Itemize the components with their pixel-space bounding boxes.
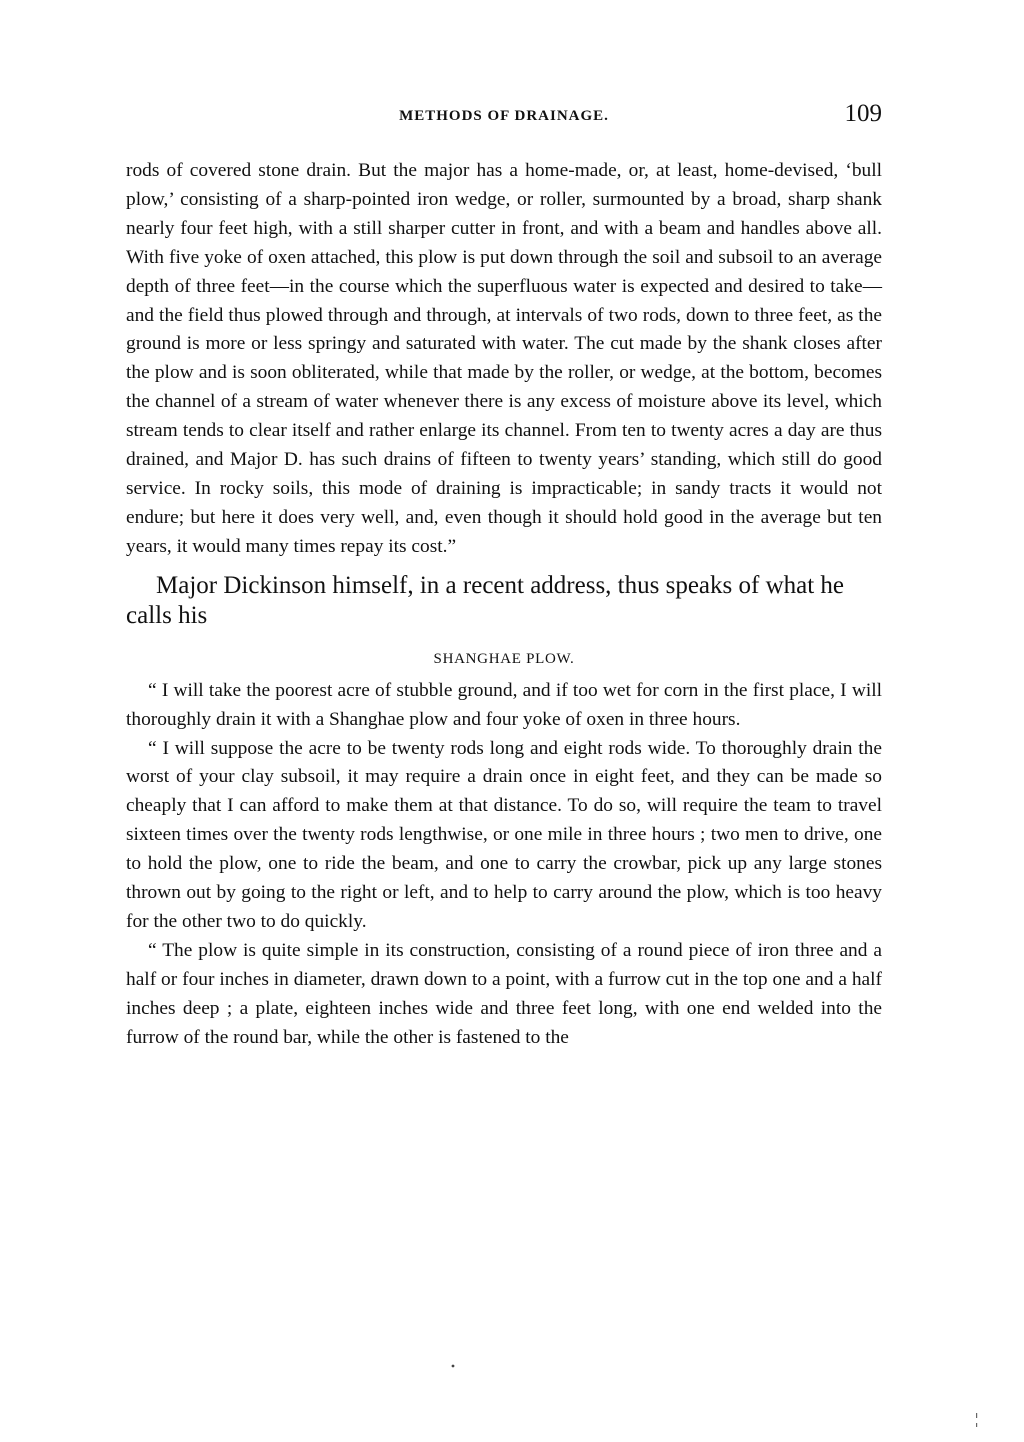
body-paragraph: “ I will suppose the acre to be twenty rods long and eight rods wide. To thoroughly drain the worst of your clay subsoil, it may require a drain once in eight feet, and they can be made so cheaply that I can afford to make them at that distance. To do so, will require the team to travel sixteen times over the twenty rods lengthwise, or one mile in three hours ; two men to drive, one to hold the plow, one to ride the beam, and one to carry the crowbar, pick up any large stones thrown out by going to the right or left, and to help to carry around the plow, which is too heavy for the other two to do quickly.	[126, 737, 882, 932]
quote-continuation-paragraph: rods of covered stone drain. But the major has a home-made, or, at least, home-devised, ‘bull plow,’ consisting of a sharp-pointed iron wedge, or roller, surmounted by a broad, sharp shank nearly four feet high, with a still sharper cutter in front, and with a beam and handles above all. With five yoke of oxen attached, this plow is put down through the soil and subsoil to an average depth of three feet—in the course which the superfluous water is expected and desired to take—and the field thus plowed through and through, at intervals of two rods, down to three feet, as the ground is more or less springy and saturated with water. The cut made by the shank closes after the plow and is soon obliterated, while that made by the roller, or wedge, at the bottom, becomes the channel of a stream of water whenever there is any excess of moisture above its level, which stream tends to clear itself and rather enlarge its channel. From ten to twenty acres a day are thus drained, and Major D. has such drains of fifteen to twenty years’ standing, which still do good service. In rocky soils, this mode of draining is impracticable; in sandy tracts it would not endure; but here it does very well, and, even though it should hold good in the average but ten years, it would many times repay its cost.”	[126, 160, 882, 557]
scan-speck	[452, 1365, 455, 1368]
running-title: METHODS OF DRAINAGE.	[399, 108, 609, 124]
lead-in-paragraph: Major Dickinson himself, in a recent address, thus speaks of what he calls his	[126, 571, 845, 629]
scan-speck	[976, 1423, 977, 1427]
page-number: 109	[844, 100, 882, 127]
section-heading: SHANGHAE PLOW.	[433, 650, 575, 667]
body-paragraph: “ I will take the poorest acre of stubble ground, and if too wet for corn in the first place, I will thoroughly drain it with a Shanghae plow and four yoke of oxen in three hours.	[126, 679, 882, 730]
scan-speck	[976, 1413, 977, 1418]
body-paragraph: “ The plow is quite simple in its construction, consisting of a round piece of iron three and a half or four inches in diameter, drawn down to a point, with a furrow cut in the top one and a half inches deep ; a plate, eighteen inches wide and three feet long, with one end welded into the furrow of the round bar, while the other is fastened to the	[126, 939, 882, 1048]
